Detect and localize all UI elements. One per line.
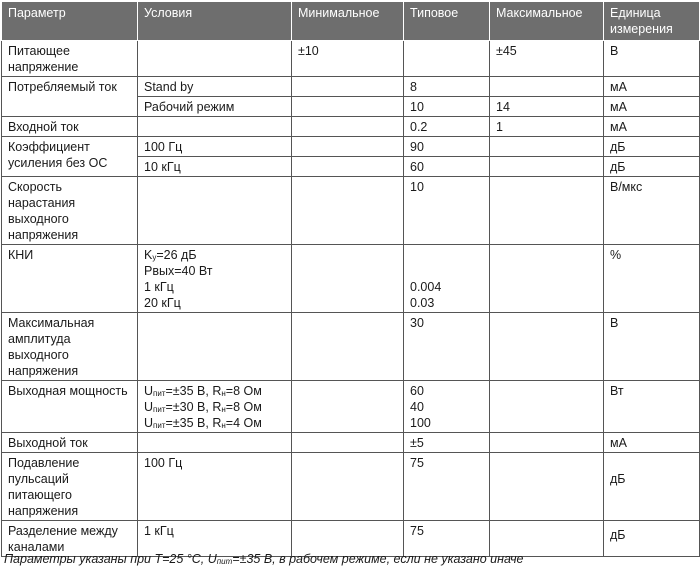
param-cell: Потребляемый ток [2, 77, 138, 117]
header-typ: Типовое [404, 2, 490, 41]
thd-freq-2: 20 кГц [144, 296, 181, 310]
unit-cell: мА [604, 433, 700, 453]
param-cell: Максимальная амплитуда выходного напряжения [2, 313, 138, 381]
param-cell: КНИ [2, 245, 138, 313]
conditions-cell: 100 Гц [138, 137, 292, 157]
power-typ-3: 100 [410, 416, 431, 430]
typ-cell: 10 [404, 177, 490, 245]
typ-cell: 60 [404, 157, 490, 177]
max-cell [490, 157, 604, 177]
header-min: Минимальное [292, 2, 404, 41]
unit-cell: мА [604, 117, 700, 137]
sep-unit: дБ [610, 528, 626, 542]
unit-cell: В/мкс [604, 177, 700, 245]
max-cell: 1 [490, 117, 604, 137]
unit-cell: В [604, 41, 700, 77]
max-cell: ±45 [490, 41, 604, 77]
max-cell [490, 381, 604, 433]
power-condition-3: $U_{пит}=\pm 35$ В, $R_н=4$ Ом [144, 416, 262, 430]
table-row [2, 245, 700, 313]
unit-cell: дБ [604, 157, 700, 177]
header-conditions: Условия [138, 2, 292, 41]
header-param: Параметр [2, 2, 138, 41]
min-cell [292, 117, 404, 137]
table-row [2, 433, 700, 453]
param-cell: Скорость нарастания выходного напряжения [2, 177, 138, 245]
table-row [2, 453, 700, 521]
max-cell [490, 77, 604, 97]
min-cell [292, 77, 404, 97]
min-cell [292, 177, 404, 245]
table-row [2, 77, 700, 97]
param-cell: Разделение между каналами [2, 521, 138, 557]
min-cell [292, 137, 404, 157]
typ-cell: 90 [404, 137, 490, 157]
min-cell [292, 381, 404, 433]
max-cell [490, 245, 604, 313]
conditions-cell [138, 245, 292, 313]
typ-cell [404, 381, 490, 433]
param-cell: Выходной ток [2, 433, 138, 453]
thd-power-condition: Рвых=40 Вт [144, 264, 213, 278]
min-cell [292, 313, 404, 381]
header-max: Максимальное [490, 2, 604, 41]
typ-cell: 75 [404, 521, 490, 557]
max-cell: 14 [490, 97, 604, 117]
min-cell: ±10 [292, 41, 404, 77]
max-cell [490, 433, 604, 453]
max-cell [490, 313, 604, 381]
unit-cell: В [604, 313, 700, 381]
param-cell: Коэффициент усиления без ОС [2, 137, 138, 177]
min-cell [292, 157, 404, 177]
table-row [2, 117, 700, 137]
thd-typ-1: 0.004 [410, 280, 442, 294]
conditions-cell: 10 кГц [138, 157, 292, 177]
power-condition-2: $U_{пит}=\pm 30$ В, $R_н=8$ Ом [144, 400, 262, 414]
max-cell [490, 453, 604, 521]
conditions-cell: Рабочий режим [138, 97, 292, 117]
param-cell: Входной ток [2, 117, 138, 137]
unit-cell: мА [604, 97, 700, 117]
unit-cell: дБ [604, 137, 700, 157]
typ-cell: ±5 [404, 433, 490, 453]
conditions-cell: 1 кГц [138, 521, 292, 557]
thd-freq-1: 1 кГц [144, 280, 174, 294]
typ-cell [404, 245, 490, 313]
parameters-table [1, 1, 700, 557]
table-row [2, 41, 700, 77]
conditions-cell: Stand by [138, 77, 292, 97]
header-unit: Единица измерения [604, 2, 700, 41]
unit-cell: % [604, 245, 700, 313]
unit-cell [604, 521, 700, 557]
min-cell [292, 97, 404, 117]
unit-cell [604, 453, 700, 521]
conditions-cell [138, 41, 292, 77]
param-cell: Подавление пульсаций питающего напряжения [2, 453, 138, 521]
table-row [2, 177, 700, 245]
conditions-cell [138, 177, 292, 245]
table-row [2, 381, 700, 433]
unit-cell: мА [604, 77, 700, 97]
param-cell: Выходная мощность [2, 381, 138, 433]
footnote: Параметры указаны при T=25 °C, $U_{пит}=\pm 35$ В, в рабочем режиме, если не указано иначе [4, 552, 524, 566]
max-cell [490, 137, 604, 157]
header-row [2, 2, 700, 41]
psrr-unit: дБ [610, 472, 626, 486]
table-row [2, 137, 700, 157]
thd-gain-condition: $K_у=26$ дБ [144, 248, 197, 262]
typ-cell: 0.2 [404, 117, 490, 137]
min-cell [292, 245, 404, 313]
conditions-cell [138, 313, 292, 381]
conditions-cell [138, 117, 292, 137]
min-cell [292, 433, 404, 453]
thd-typ-2: 0.03 [410, 296, 435, 310]
unit-cell: Вт [604, 381, 700, 433]
conditions-cell: 100 Гц [138, 453, 292, 521]
typ-cell: 8 [404, 77, 490, 97]
typ-cell [404, 41, 490, 77]
table-row [2, 313, 700, 381]
typ-cell: 75 [404, 453, 490, 521]
power-typ-1: 60 [410, 384, 424, 398]
conditions-cell [138, 433, 292, 453]
min-cell [292, 453, 404, 521]
power-typ-2: 40 [410, 400, 424, 414]
typ-cell: 10 [404, 97, 490, 117]
param-cell: Питающее напряжение [2, 41, 138, 77]
typ-cell: 30 [404, 313, 490, 381]
max-cell [490, 177, 604, 245]
power-condition-1: $U_{пит}=\pm 35$ В, $R_н=8$ Ом [144, 384, 262, 398]
conditions-cell [138, 381, 292, 433]
